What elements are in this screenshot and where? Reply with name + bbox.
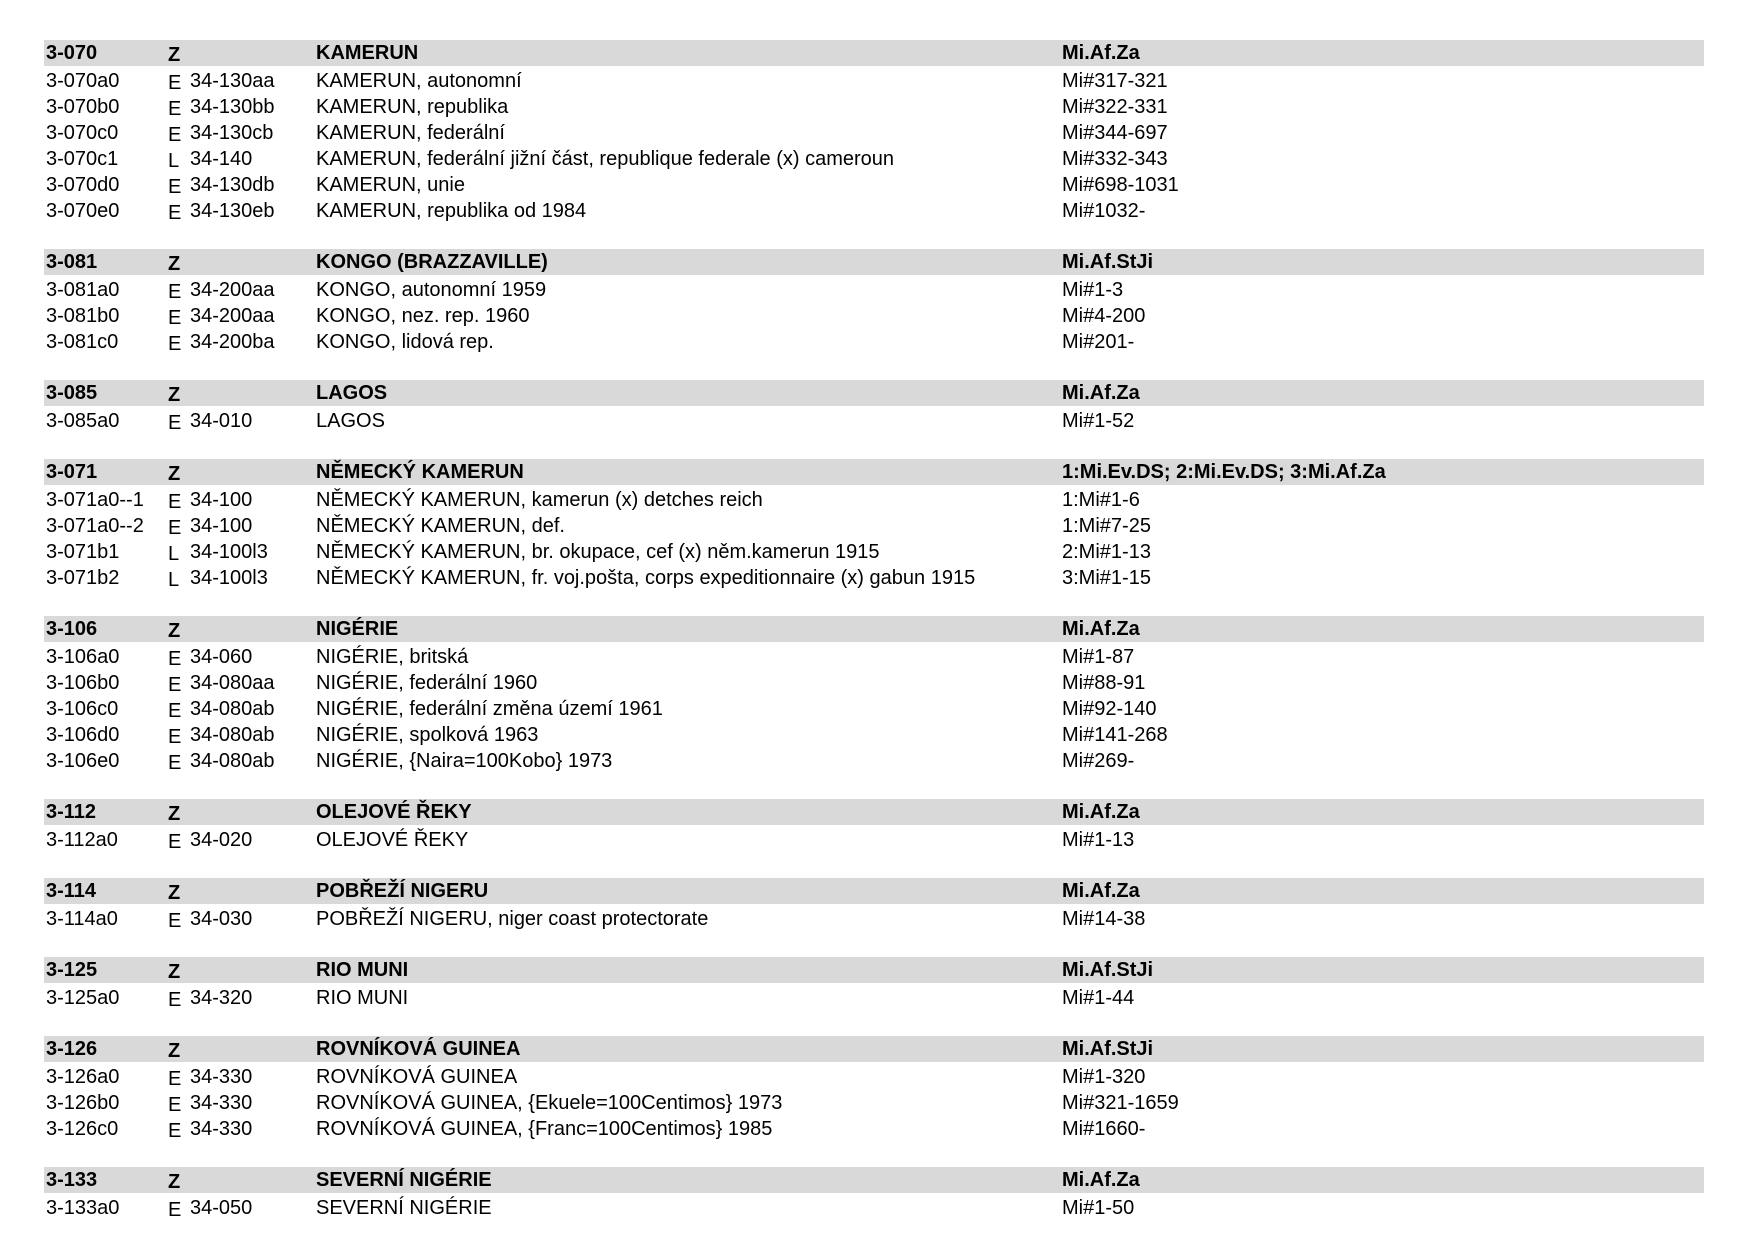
row-catalog: Mi#201- <box>1062 331 1135 353</box>
row-name: NIGÉRIE, federální změna území 1961 <box>316 698 663 720</box>
row-code: 3-126c0 <box>46 1118 119 1140</box>
group-catalog: Mi.Af.Za <box>1062 880 1140 902</box>
row-name: RIO MUNI <box>316 987 409 1009</box>
row-catalog: 1:Mi#1-6 <box>1062 489 1140 511</box>
group-code: 3-133 <box>46 1169 98 1191</box>
row-name: OLEJOVÉ ŘEKY <box>316 829 469 851</box>
row-catalog: Mi#321-1659 <box>1062 1092 1179 1114</box>
row-number: 34-200aa <box>190 305 275 327</box>
row-number: 34-330 <box>190 1092 253 1114</box>
table-row <box>44 94 1704 120</box>
row-code: 3-085a0 <box>46 410 120 432</box>
row-catalog: Mi#88-91 <box>1062 672 1146 694</box>
row-catalog: Mi#14-38 <box>1062 908 1146 930</box>
group-name: KONGO (BRAZZAVILLE) <box>316 251 548 273</box>
row-catalog: Mi#1-13 <box>1062 829 1135 851</box>
group-code: 3-125 <box>46 959 98 981</box>
row-type: E <box>168 333 182 355</box>
row-name: KAMERUN, republika od 1984 <box>316 200 587 222</box>
group-catalog: 1:Mi.Ev.DS; 2:Mi.Ev.DS; 3:Mi.Af.Za <box>1062 461 1386 483</box>
row-code: 3-133a0 <box>46 1197 120 1219</box>
row-number: 34-100l3 <box>190 567 268 589</box>
row-name: ROVNÍKOVÁ GUINEA, {Ekuele=100Centimos} 1973 <box>316 1092 783 1114</box>
group-header-row <box>44 799 1704 825</box>
row-type: E <box>168 831 182 853</box>
group-type: Z <box>168 1040 181 1062</box>
row-number: 34-050 <box>190 1197 253 1219</box>
row-code: 3-106d0 <box>46 724 120 746</box>
row-type: L <box>168 569 180 591</box>
table-row <box>44 277 1704 303</box>
row-type: L <box>168 150 180 172</box>
group-header-row <box>44 459 1704 485</box>
group-name: SEVERNÍ NIGÉRIE <box>316 1169 492 1191</box>
row-number: 34-130eb <box>190 200 275 222</box>
row-name: KAMERUN, republika <box>316 96 509 118</box>
row-number: 34-080ab <box>190 724 275 746</box>
catalog-group <box>44 957 1704 1011</box>
row-type: E <box>168 752 182 774</box>
row-number: 34-080ab <box>190 698 275 720</box>
row-number: 34-100 <box>190 515 253 537</box>
catalog-group <box>44 459 1704 591</box>
row-catalog: Mi#141-268 <box>1062 724 1168 746</box>
table-row <box>44 487 1704 513</box>
row-number: 34-020 <box>190 829 253 851</box>
row-catalog: Mi#1-3 <box>1062 279 1124 301</box>
row-name: KAMERUN, autonomní <box>316 70 522 92</box>
row-catalog: Mi#317-321 <box>1062 70 1168 92</box>
row-catalog: Mi#1660- <box>1062 1118 1146 1140</box>
row-number: 34-010 <box>190 410 253 432</box>
group-code: 3-126 <box>46 1038 98 1060</box>
row-number: 34-320 <box>190 987 253 1009</box>
table-row <box>44 722 1704 748</box>
group-catalog: Mi.Af.Za <box>1062 801 1140 823</box>
row-code: 3-070d0 <box>46 174 120 196</box>
row-type: E <box>168 1120 182 1142</box>
group-header-row <box>44 616 1704 642</box>
row-catalog: 3:Mi#1-15 <box>1062 567 1151 589</box>
group-code: 3-070 <box>46 42 98 64</box>
row-name: LAGOS <box>316 410 385 432</box>
row-code: 3-071b1 <box>46 541 120 563</box>
row-code: 3-070c0 <box>46 122 119 144</box>
row-type: E <box>168 176 182 198</box>
table-row <box>44 1090 1704 1116</box>
row-type: E <box>168 989 182 1011</box>
group-type: Z <box>168 803 181 825</box>
group-name: LAGOS <box>316 382 388 404</box>
row-number: 34-330 <box>190 1118 253 1140</box>
row-code: 3-071b2 <box>46 567 120 589</box>
row-type: E <box>168 1199 182 1221</box>
row-number: 34-080aa <box>190 672 275 694</box>
group-catalog: Mi.Af.Za <box>1062 42 1140 64</box>
group-header-row <box>44 1036 1704 1062</box>
table-row <box>44 1116 1704 1142</box>
row-number: 34-130bb <box>190 96 275 118</box>
row-type: E <box>168 910 182 932</box>
row-catalog: Mi#1-44 <box>1062 987 1135 1009</box>
row-type: E <box>168 72 182 94</box>
row-number: 34-200ba <box>190 331 275 353</box>
row-name: KAMERUN, federální jižní část, republique federale (x) cameroun <box>316 148 895 170</box>
row-code: 3-114a0 <box>46 908 118 930</box>
catalog-group <box>44 249 1704 355</box>
row-name: NIGÉRIE, {Naira=100Kobo} 1973 <box>316 750 613 772</box>
group-code: 3-071 <box>46 461 98 483</box>
catalog-group <box>44 380 1704 434</box>
table-row <box>44 565 1704 591</box>
row-number: 34-100 <box>190 489 253 511</box>
catalog-group <box>44 878 1704 932</box>
group-name: NĚMECKÝ KAMERUN <box>316 461 524 483</box>
row-catalog: Mi#1-320 <box>1062 1066 1146 1088</box>
group-code: 3-112 <box>46 801 97 823</box>
row-name: NIGÉRIE, spolková 1963 <box>316 724 539 746</box>
group-name: NIGÉRIE <box>316 618 399 640</box>
row-code: 3-125a0 <box>46 987 120 1009</box>
table-row <box>44 198 1704 224</box>
row-name: NĚMECKÝ KAMERUN, kamerun (x) detches reich <box>316 489 763 511</box>
row-type: L <box>168 543 180 565</box>
table-row <box>44 644 1704 670</box>
table-row <box>44 827 1704 853</box>
row-catalog: Mi#322-331 <box>1062 96 1168 118</box>
group-header-row <box>44 249 1704 275</box>
group-code: 3-114 <box>46 880 97 902</box>
row-code: 3-071a0--2 <box>46 515 144 537</box>
row-code: 3-106b0 <box>46 672 120 694</box>
row-type: E <box>168 124 182 146</box>
row-name: POBŘEŽÍ NIGERU, niger coast protectorate <box>316 908 709 930</box>
group-catalog: Mi.Af.StJi <box>1062 959 1154 981</box>
row-code: 3-106a0 <box>46 646 120 668</box>
group-type: Z <box>168 253 181 275</box>
row-catalog: Mi#1032- <box>1062 200 1146 222</box>
table-row <box>44 539 1704 565</box>
row-code: 3-070c1 <box>46 148 119 170</box>
row-code: 3-126a0 <box>46 1066 120 1088</box>
table-row <box>44 985 1704 1011</box>
row-code: 3-081a0 <box>46 279 120 301</box>
row-catalog: Mi#1-87 <box>1062 646 1135 668</box>
group-type: Z <box>168 463 181 485</box>
row-code: 3-112a0 <box>46 829 118 851</box>
group-name: RIO MUNI <box>316 959 409 981</box>
row-name: KAMERUN, federální <box>316 122 505 144</box>
catalog-group <box>44 616 1704 774</box>
row-name: NĚMECKÝ KAMERUN, br. okupace, cef (x) něm.kamerun 1915 <box>316 541 880 563</box>
table-row <box>44 408 1704 434</box>
row-name: ROVNÍKOVÁ GUINEA <box>316 1066 518 1088</box>
catalog-document <box>44 40 1704 1246</box>
row-type: E <box>168 674 182 696</box>
row-code: 3-126b0 <box>46 1092 120 1114</box>
group-name: POBŘEŽÍ NIGERU <box>316 880 489 902</box>
row-catalog: Mi#92-140 <box>1062 698 1157 720</box>
row-number: 34-330 <box>190 1066 253 1088</box>
row-code: 3-070b0 <box>46 96 120 118</box>
row-number: 34-100l3 <box>190 541 268 563</box>
row-name: KONGO, lidová rep. <box>316 331 494 353</box>
group-name: ROVNÍKOVÁ GUINEA <box>316 1038 521 1060</box>
group-code: 3-106 <box>46 618 98 640</box>
row-type: E <box>168 281 182 303</box>
row-name: NIGÉRIE, britská <box>316 646 469 668</box>
table-row <box>44 303 1704 329</box>
row-type: E <box>168 307 182 329</box>
row-type: E <box>168 726 182 748</box>
row-type: E <box>168 412 182 434</box>
row-code: 3-106e0 <box>46 750 120 772</box>
group-type: Z <box>168 882 181 904</box>
catalog-group <box>44 40 1704 224</box>
row-name: KONGO, nez. rep. 1960 <box>316 305 530 327</box>
row-type: E <box>168 700 182 722</box>
row-code: 3-070a0 <box>46 70 120 92</box>
catalog-group <box>44 799 1704 853</box>
row-number: 34-080ab <box>190 750 275 772</box>
group-code: 3-081 <box>46 251 98 273</box>
row-code: 3-081b0 <box>46 305 120 327</box>
row-number: 34-030 <box>190 908 253 930</box>
row-catalog: Mi#332-343 <box>1062 148 1168 170</box>
group-header-row <box>44 40 1704 66</box>
row-type: E <box>168 98 182 120</box>
row-code: 3-070e0 <box>46 200 120 222</box>
group-catalog: Mi.Af.Za <box>1062 618 1140 640</box>
group-header-row <box>44 1167 1704 1193</box>
table-row <box>44 329 1704 355</box>
row-code: 3-081c0 <box>46 331 119 353</box>
catalog-group <box>44 1167 1704 1221</box>
table-row <box>44 513 1704 539</box>
table-row <box>44 1064 1704 1090</box>
row-catalog: Mi#698-1031 <box>1062 174 1179 196</box>
group-type: Z <box>168 384 181 406</box>
group-header-row <box>44 380 1704 406</box>
row-catalog: Mi#344-697 <box>1062 122 1168 144</box>
row-number: 34-060 <box>190 646 253 668</box>
row-type: E <box>168 202 182 224</box>
row-number: 34-200aa <box>190 279 275 301</box>
row-code: 3-071a0--1 <box>46 489 144 511</box>
table-row <box>44 906 1704 932</box>
row-type: E <box>168 491 182 513</box>
row-catalog: 1:Mi#7-25 <box>1062 515 1151 537</box>
row-name: NIGÉRIE, federální 1960 <box>316 672 538 694</box>
table-row <box>44 172 1704 198</box>
group-catalog: Mi.Af.StJi <box>1062 1038 1154 1060</box>
group-catalog: Mi.Af.Za <box>1062 382 1140 404</box>
row-catalog: Mi#1-50 <box>1062 1197 1135 1219</box>
table-row <box>44 670 1704 696</box>
row-number: 34-130db <box>190 174 275 196</box>
group-header-row <box>44 957 1704 983</box>
table-row <box>44 748 1704 774</box>
table-row <box>44 696 1704 722</box>
row-name: KAMERUN, unie <box>316 174 465 196</box>
table-row <box>44 146 1704 172</box>
row-type: E <box>168 648 182 670</box>
group-name: OLEJOVÉ ŘEKY <box>316 801 472 823</box>
group-name: KAMERUN <box>316 42 419 64</box>
group-type: Z <box>168 1171 181 1193</box>
row-catalog: Mi#269- <box>1062 750 1135 772</box>
row-type: E <box>168 1068 182 1090</box>
catalog-group <box>44 1036 1704 1142</box>
row-name: ROVNÍKOVÁ GUINEA, {Franc=100Centimos} 1985 <box>316 1118 773 1140</box>
group-code: 3-085 <box>46 382 98 404</box>
row-catalog: Mi#1-52 <box>1062 410 1135 432</box>
group-type: Z <box>168 44 181 66</box>
group-type: Z <box>168 961 181 983</box>
row-type: E <box>168 1094 182 1116</box>
row-number: 34-140 <box>190 148 253 170</box>
group-type: Z <box>168 620 181 642</box>
row-name: NĚMECKÝ KAMERUN, fr. voj.pošta, corps expeditionnaire (x) gabun 1915 <box>316 567 976 589</box>
row-number: 34-130cb <box>190 122 274 144</box>
row-catalog: 2:Mi#1-13 <box>1062 541 1151 563</box>
table-row <box>44 68 1704 94</box>
row-name: NĚMECKÝ KAMERUN, def. <box>316 515 565 537</box>
row-name: KONGO, autonomní 1959 <box>316 279 547 301</box>
row-name: SEVERNÍ NIGÉRIE <box>316 1197 492 1219</box>
table-row <box>44 120 1704 146</box>
row-type: E <box>168 517 182 539</box>
table-row <box>44 1195 1704 1221</box>
group-header-row <box>44 878 1704 904</box>
row-code: 3-106c0 <box>46 698 119 720</box>
group-catalog: Mi.Af.Za <box>1062 1169 1140 1191</box>
row-number: 34-130aa <box>190 70 275 92</box>
group-catalog: Mi.Af.StJi <box>1062 251 1154 273</box>
row-catalog: Mi#4-200 <box>1062 305 1146 327</box>
